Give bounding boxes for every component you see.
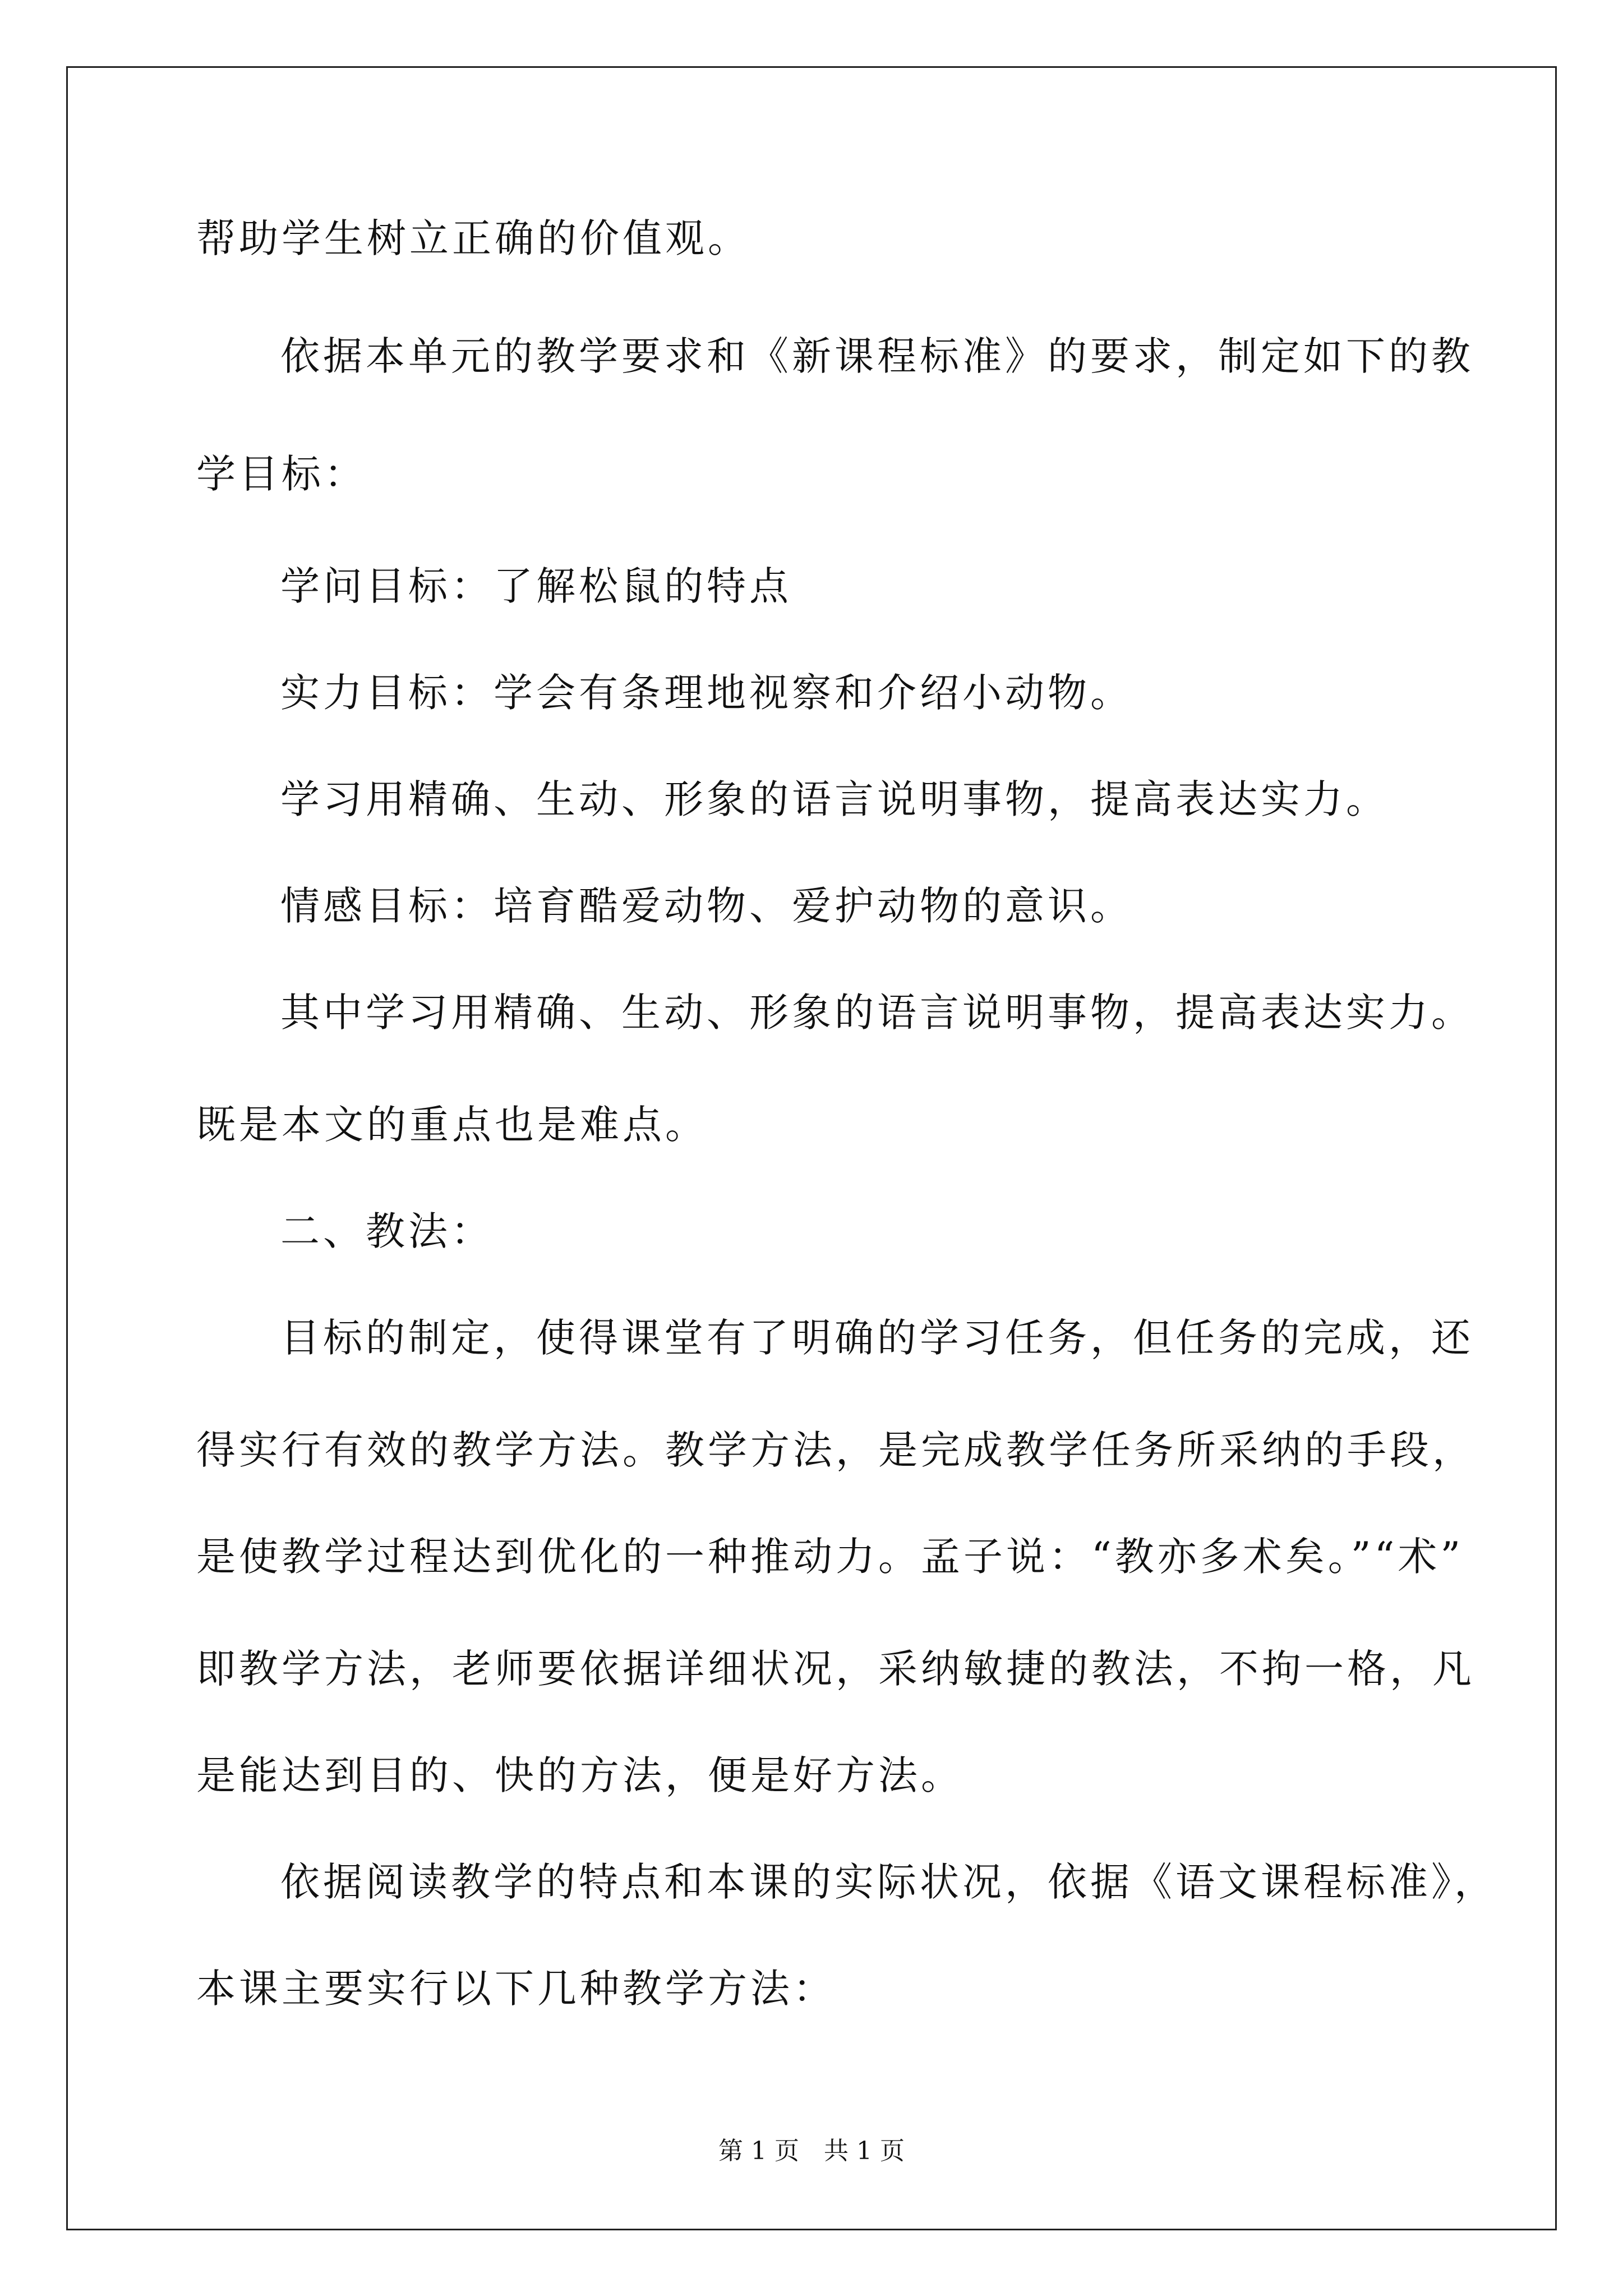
text-line: 二、教法： [280,1208,494,1254]
text-line: 帮助学生树立正确的价值观。 [196,215,750,261]
text-line: 学习用精确、生动、形象的语言说明事物，提高表达实力。 [280,776,1389,822]
text-line: 实力目标：学会有条理地视察和介绍小动物。 [280,670,1133,716]
text-line: 是使教学过程达到优化的一种推动力。孟子说：“教亦多术矣。”“术” [196,1534,1464,1580]
text-line: 即教学方法，老师要依据详细状况，采纳敏捷的教法，不拘一格，凡 [196,1646,1475,1692]
text-line: 情感目标：培育酷爱动物、爱护动物的意识。 [280,883,1133,929]
text-line: 本课主要实行以下几种教学方法： [196,1966,836,2012]
text-line: 依据本单元的教学要求和《新课程标准》的要求，制定如下的教 [280,333,1474,379]
text-line: 学问目标：了解松鼠的特点 [280,563,792,609]
text-line: 目标的制定，使得课堂有了明确的学习任务，但任务的完成，还 [280,1315,1474,1361]
text-line: 依据阅读教学的特点和本课的实际状况，依据《语文课程标准》， [280,1859,1497,1905]
text-line: 既是本文的重点也是难点。 [196,1102,708,1148]
page-footer: 第 1 页 共 1 页 [718,2137,905,2165]
text-line: 是能达到目的、快的方法，便是好方法。 [196,1752,963,1798]
text-line: 得实行有效的教学方法。教学方法，是完成教学任务所采纳的手段， [196,1427,1475,1473]
text-line: 其中学习用精确、生动、形象的语言说明事物，提高表达实力。 [280,990,1474,1036]
text-line: 学目标： [196,451,367,497]
